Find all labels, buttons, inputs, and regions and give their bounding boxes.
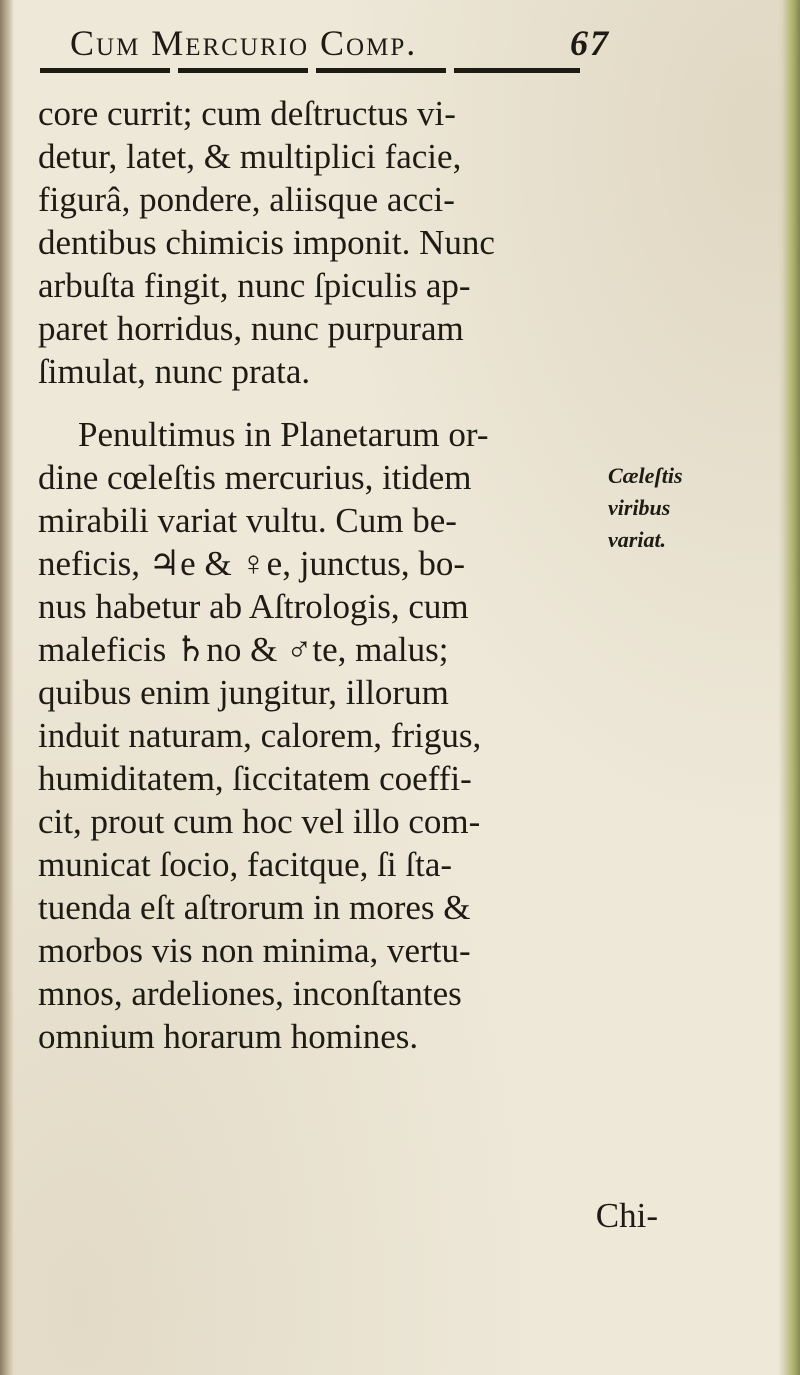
text-line: dine cœleſtis mercurius, itidem (38, 458, 472, 497)
text-line: tuenda eſt aſtrorum in mores & (38, 888, 471, 927)
text-line: detur, latet, & multiplici facie, (38, 137, 462, 176)
page-number: 67 (570, 23, 610, 63)
text-line: core currit; cum deſtructus vi- (38, 94, 456, 133)
catchword: Chi- (595, 1196, 658, 1235)
text-line: paret horridus, nunc purpuram (38, 309, 464, 348)
text-line: mirabili variat vultu. Cum be- (38, 501, 457, 540)
text-line: nus habetur ab Aſtrologis, cum (38, 587, 469, 626)
page-header (70, 22, 610, 62)
text-line: Penultimus in Planetarum or- (78, 415, 489, 454)
text-line: mnos, ardeliones, inconſtantes (38, 974, 462, 1013)
text-line: ſimulat, nunc prata. (38, 352, 311, 391)
text-line: neficis, ♃e & ♀e, junctus, bo- (38, 544, 465, 583)
page-edge-stain (778, 0, 800, 1375)
text-line: humiditatem, ſiccitatem coeffi- (38, 759, 472, 798)
text-line: maleficis ♄no & ♂te, malus; (38, 630, 449, 669)
text-line: figurâ, pondere, aliisque acci- (38, 180, 455, 219)
margin-note-line: variat. (608, 527, 667, 552)
body-text (38, 92, 728, 1058)
text-line: dentibus chimicis imponit. Nunc (38, 223, 495, 262)
text-line: municat ſocio, facitque, ſi ſta- (38, 845, 453, 884)
text-line: quibus enim jungitur, illorum (38, 673, 449, 712)
text-line: morbos vis non minima, vertu- (38, 931, 471, 970)
text-line: omnium horarum homines. (38, 1017, 419, 1056)
header-rule (40, 68, 580, 73)
text-line: arbuſta fingit, nunc ſpiculis ap- (38, 266, 471, 305)
running-head: Cum Mercurio Comp. (70, 23, 418, 63)
text-line: induit naturam, calorem, frigus, (38, 716, 482, 755)
margin-note-line: Cæleſtis (608, 463, 683, 488)
paragraph-1 (38, 92, 728, 393)
margin-note (608, 460, 738, 556)
margin-note-line: viribus (608, 495, 671, 520)
binding-gutter (0, 0, 14, 1375)
text-line: cit, prout cum hoc vel illo com- (38, 802, 481, 841)
